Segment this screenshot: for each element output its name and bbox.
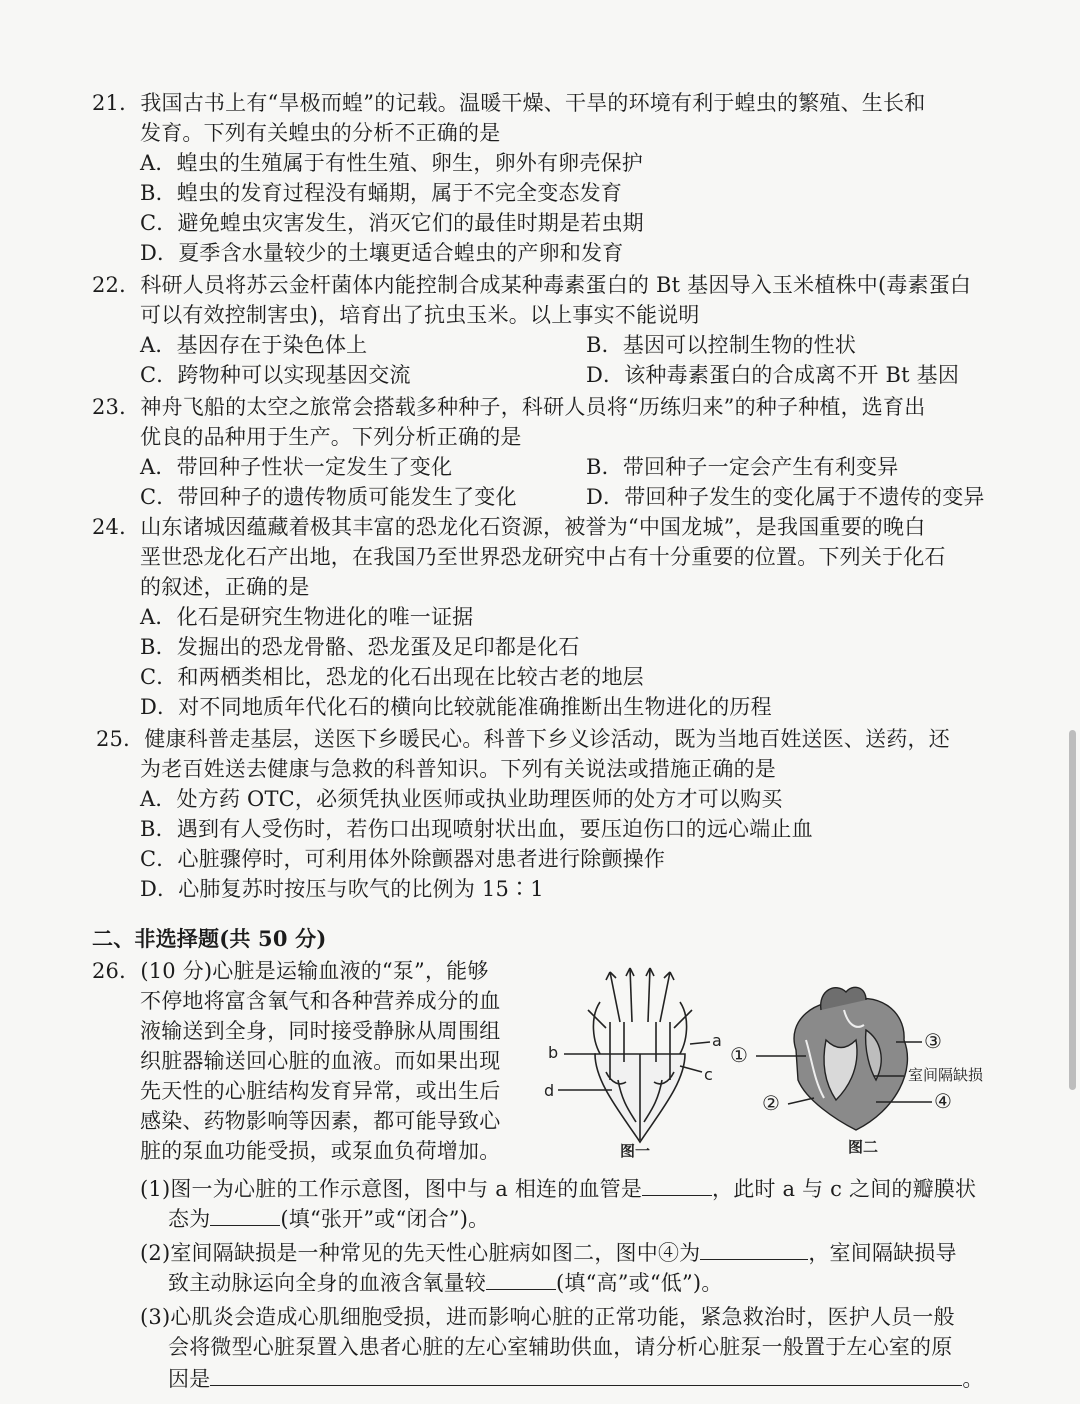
q25-option-d: D．心肺复苏时按压与吹气的比例为 15∶1 (140, 877, 544, 901)
q26-sub1-line1 (140, 1174, 976, 1204)
scrollbar-thumb[interactable] (1069, 730, 1076, 1090)
q26-intro-6: 感染、药物影响等因素，都可能导致心 (140, 1109, 501, 1133)
answer-blank-1[interactable] (642, 1175, 712, 1196)
q26-sub3-text-d: 。 (962, 1367, 984, 1391)
q26-intro-7: 脏的泵血功能受损，或泵血负荷增加。 (140, 1139, 501, 1163)
q26-intro-5: 先天性的心脏结构发育异常，或出生后 (140, 1079, 501, 1103)
q26-sub1-text-b: ，此时 a 与 c 之间的瓣膜状 (712, 1177, 977, 1201)
q21-option-d: D．夏季含水量较少的土壤更适合蝗虫的产卵和发育 (140, 241, 624, 265)
q26-intro-3: 液输送到全身，同时接受静脉从周围组 (140, 1019, 501, 1043)
q26-sub1-text-c: 态为 (168, 1207, 211, 1231)
q21-stem-cont: 发育。下列有关蝗虫的分析不正确的是 (140, 121, 501, 145)
q26-sub3-line2: 会将微型心脏泵置入患者心脏的左心室辅助供血，请分析心脏泵一般置于左心室的原 (168, 1335, 953, 1359)
section-heading: 二、非选择题(共 50 分) (92, 926, 327, 951)
q22-stem-cont: 可以有效控制害虫)，培育出了抗虫玉米。以上事实不能说明 (140, 303, 700, 327)
q26-sub3-text-c: 因是 (168, 1367, 211, 1391)
q23-stem: 23．神舟飞船的太空之旅常会搭载多种种子，科研人员将“历练归来”的种子种植，选育出 (92, 395, 926, 419)
q25-stem-cont: 为老百姓送去健康与急救的科普知识。下列有关说法或措施正确的是 (140, 757, 776, 781)
q25-option-b: B．遇到有人受伤时，若伤口出现喷射状出血，要压迫伤口的远心端止血 (140, 817, 813, 841)
q26-sub1-line2 (168, 1204, 489, 1234)
q24-stem-cont: 垩世恐龙化石产出地，在我国乃至世界恐龙研究中占有十分重要的位置。下列关于化石 (140, 545, 946, 569)
answer-blank-5[interactable] (210, 1365, 962, 1386)
q26-sub2-line2 (168, 1268, 723, 1298)
q26-sub2-text-c: 致主动脉运向全身的血液含氧量较 (168, 1271, 486, 1295)
q22-option-b: B．基因可以控制生物的性状 (586, 333, 857, 357)
q22-option-d: D．该种毒素蛋白的合成离不开 Bt 基因 (586, 363, 960, 387)
q26-sub1-text-a: (1)图一为心脏的工作示意图，图中与 a 相连的血管是 (140, 1177, 643, 1201)
answer-blank-2[interactable] (210, 1205, 280, 1226)
q21-option-b: B．蝗虫的发育过程没有蛹期，属于不完全变态发育 (140, 181, 623, 205)
fig2-label-septal-defect: 室间隔缺损 (908, 1066, 984, 1084)
q26-sub2-text-b: ，室间隔缺损导 (808, 1241, 957, 1265)
fig1-caption: 图一 (620, 1142, 651, 1160)
q22-stem: 22．科研人员将苏云金杆菌体内能控制合成某种毒素蛋白的 Bt 基因导入玉米植株中(毒素蛋白 (92, 273, 972, 297)
q24-option-c: C．和两栖类相比，恐龙的化石出现在比较古老的地层 (140, 665, 644, 689)
fig1-label-a: a (712, 1031, 722, 1050)
answer-blank-4[interactable] (486, 1269, 556, 1290)
q25-option-c: C．心脏骤停时，可利用体外除颤器对患者进行除颤操作 (140, 847, 666, 871)
q26-sub3-line1: (3)心肌炎会造成心肌细胞受损，进而影响心脏的正常功能，紧急救治时，医护人员一般 (140, 1305, 955, 1329)
fig2-label-1: ① (730, 1043, 748, 1067)
q22-option-a: A．基因存在于染色体上 (140, 333, 368, 357)
q24-option-d: D．对不同地质年代化石的横向比较就能准确推断出生物进化的历程 (140, 695, 772, 719)
fig2-label-4: ④ (934, 1089, 952, 1113)
q23-option-d: D．带回种子发生的变化属于不遗传的变异 (586, 485, 985, 509)
q25-option-a: A．处方药 OTC，必须凭执业医师或执业助理医师的处方才可以购买 (140, 787, 783, 811)
q26-sub3-line3 (168, 1364, 984, 1394)
fig2-label-2: ② (762, 1091, 780, 1115)
q26-sub2-text-a: (2)室间隔缺损是一种常见的先天性心脏病如图二，图中④为 (140, 1241, 701, 1265)
q26-intro-4: 织脏器输送回心脏的血液。而如果出现 (140, 1049, 501, 1073)
fig1-label-c: c (704, 1065, 713, 1084)
figure-2-heart-septal-defect (726, 980, 996, 1160)
q24-stem: 24．山东诸城因蕴藏着极其丰富的恐龙化石资源，被誉为“中国龙城”，是我国重要的晚白 (92, 515, 926, 539)
q21-stem: 21．我国古书上有“旱极而蝗”的记载。温暖干燥、干旱的环境有利于蝗虫的繁殖、生长和 (92, 91, 926, 115)
answer-blank-3[interactable] (700, 1239, 808, 1260)
q24-option-b: B．发掘出的恐龙骨骼、恐龙蛋及足印都是化石 (140, 635, 580, 659)
q26-intro-1: 26．(10 分)心脏是运输血液的“泵”，能够 (92, 959, 489, 983)
fig2-label-3: ③ (924, 1029, 942, 1053)
scrollbar-track[interactable] (1068, 6, 1078, 1398)
q23-stem-cont: 优良的品种用于生产。下列分析正确的是 (140, 425, 522, 449)
q26-sub1-text-d: (填“张开”或“闭合”)。 (280, 1207, 490, 1231)
q21-option-a: A．蝗虫的生殖属于有性生殖、卵生，卵外有卵壳保护 (140, 151, 643, 175)
q23-option-a: A．带回种子性状一定发生了变化 (140, 455, 453, 479)
fig2-caption: 图二 (848, 1138, 879, 1156)
q25-stem: 25．健康科普走基层，送医下乡暖民心。科普下乡义诊活动，既为当地百姓送医、送药，还 (96, 727, 950, 751)
q26-sub2-text-d: (填“高”或“低”)。 (556, 1271, 723, 1295)
fig1-label-b: b (548, 1043, 559, 1062)
figure-1-heart-diagram (540, 962, 740, 1162)
q21-option-c: C．避免蝗虫灾害发生，消灭它们的最佳时期是若虫期 (140, 211, 644, 235)
q24-stem-cont2: 的叙述，正确的是 (140, 575, 310, 599)
q23-option-c: C．带回种子的遗传物质可能发生了变化 (140, 485, 517, 509)
fig1-label-d: d (544, 1081, 555, 1100)
q22-option-c: C．跨物种可以实现基因交流 (140, 363, 411, 387)
q24-option-a: A．化石是研究生物进化的唯一证据 (140, 605, 474, 629)
q26-intro-2: 不停地将富含氧气和各种营养成分的血 (140, 989, 501, 1013)
q26-sub2-line1 (140, 1238, 957, 1268)
q23-option-b: B．带回种子一定会产生有利变异 (586, 455, 899, 479)
